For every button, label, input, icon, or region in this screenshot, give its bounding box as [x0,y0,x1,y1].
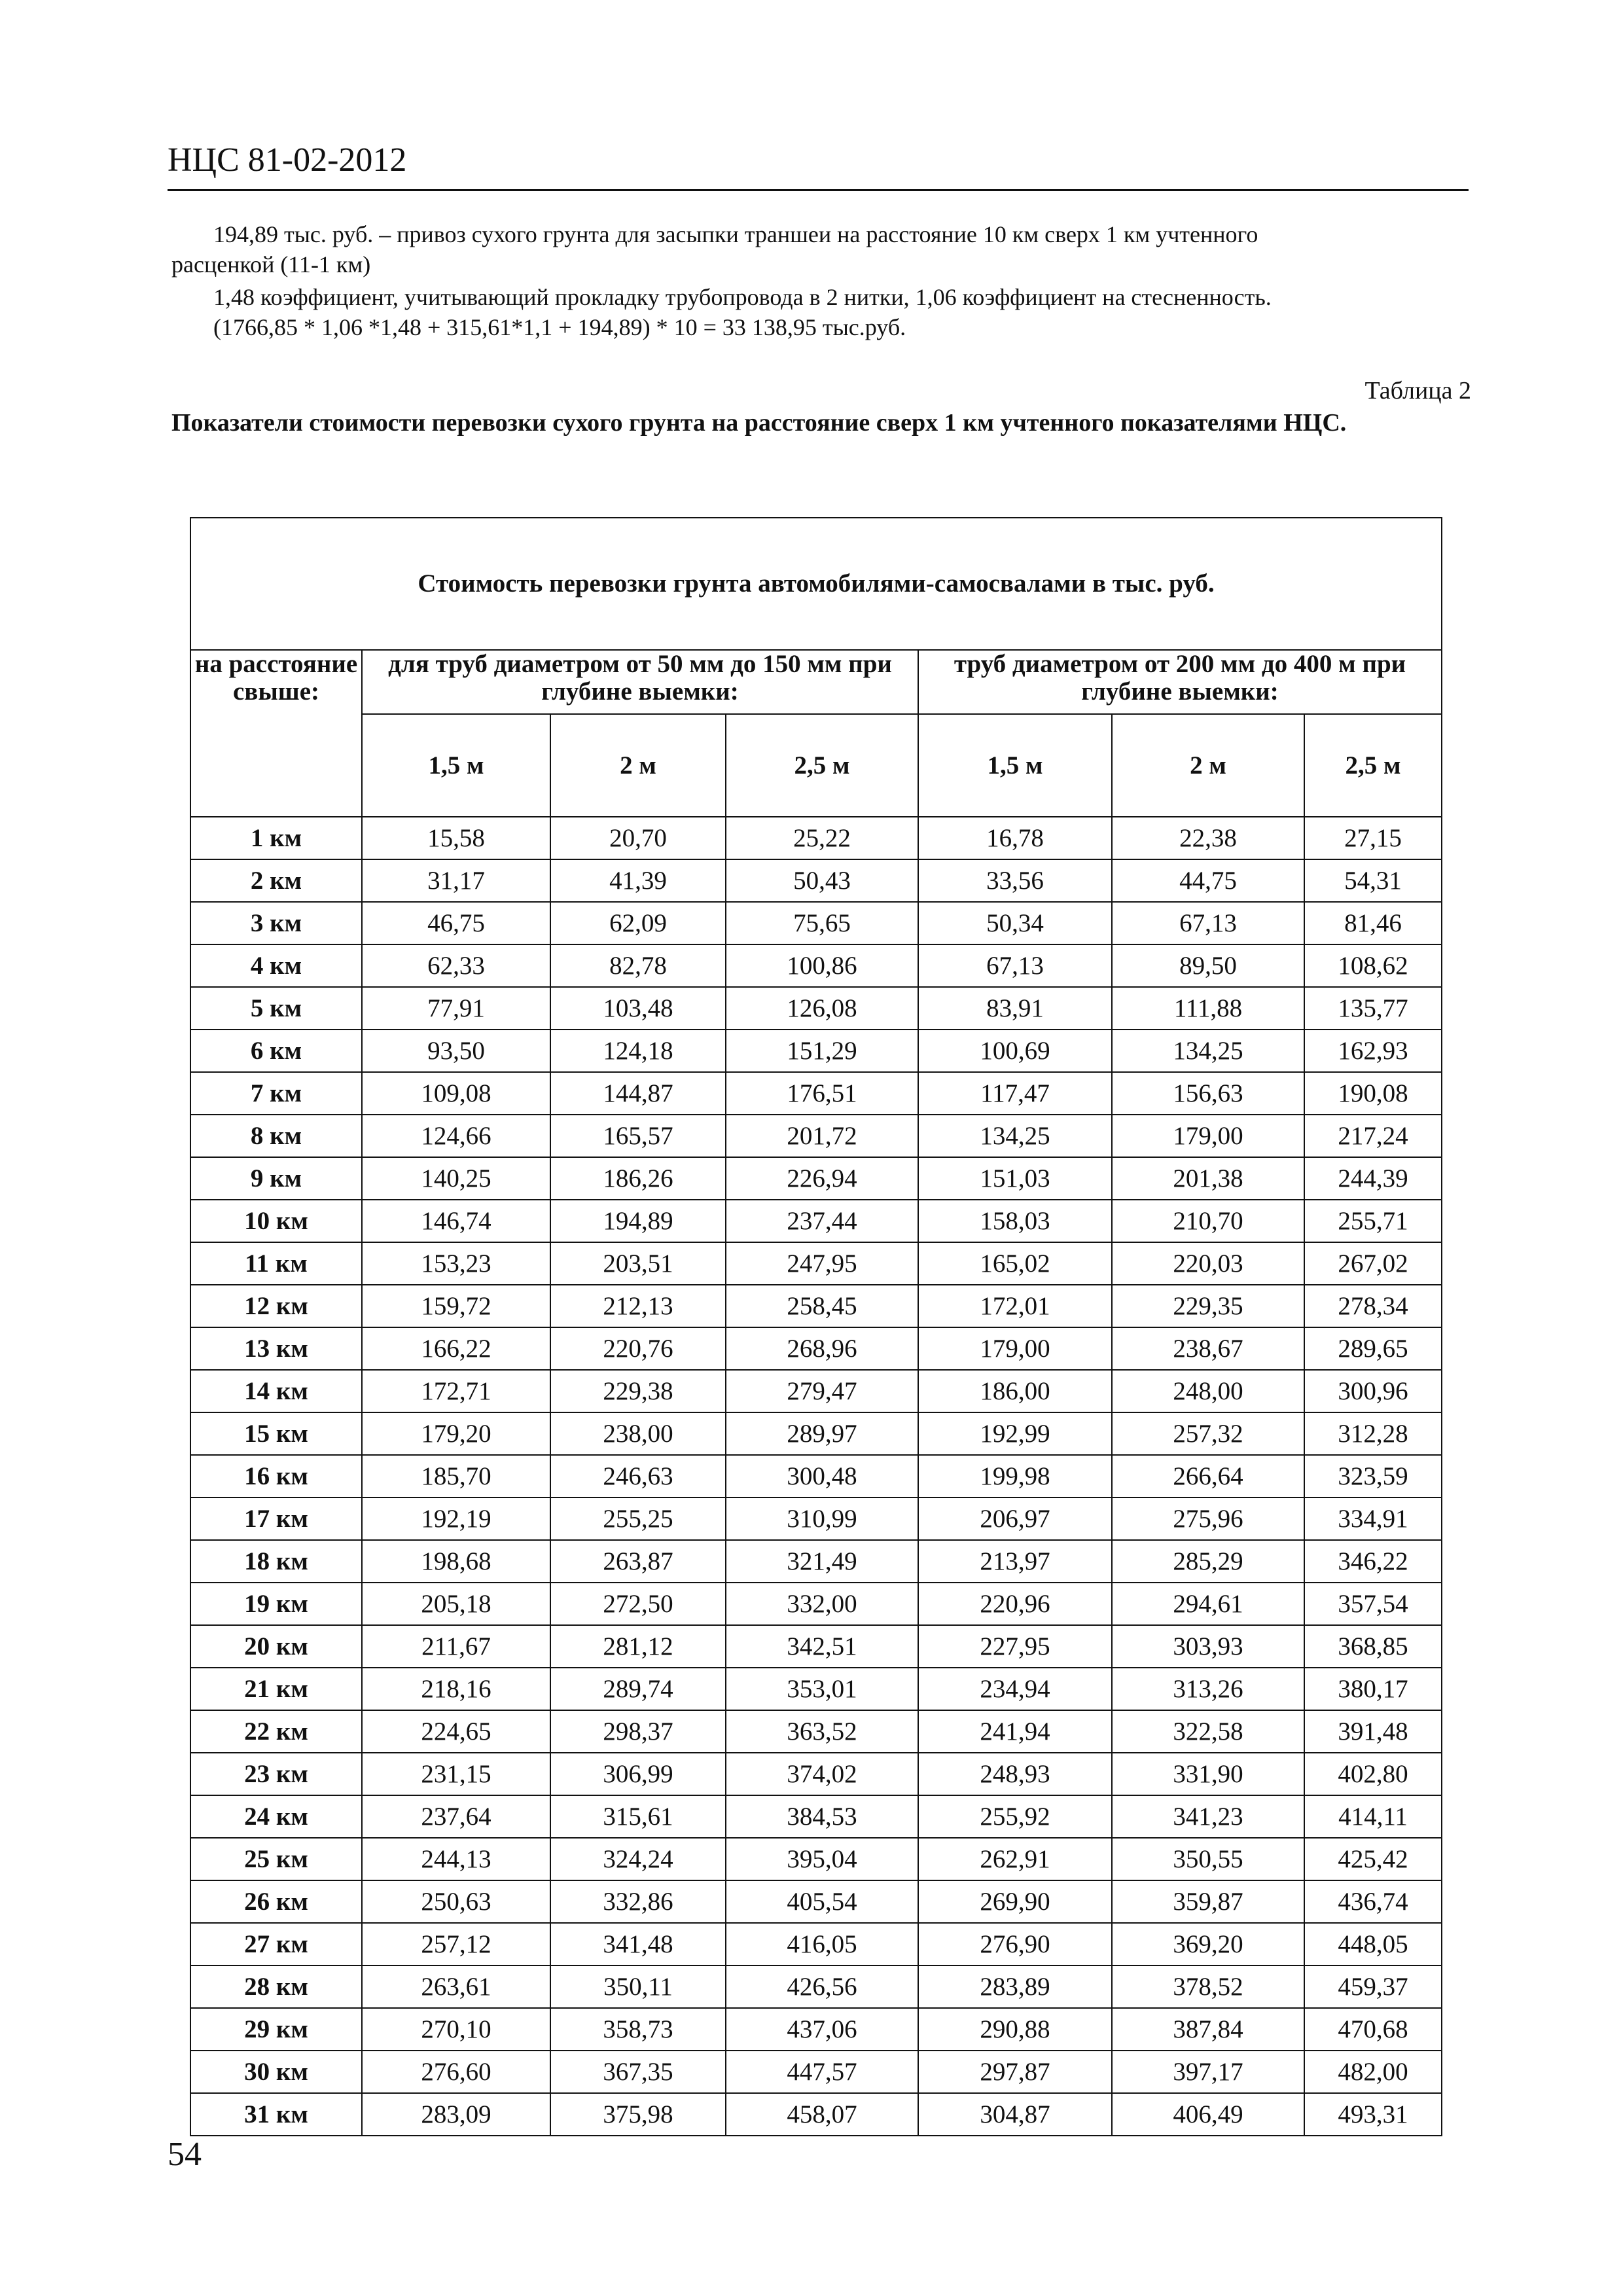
distance-cell: 17 км [190,1498,362,1540]
depth-header: 2 м [1112,714,1304,817]
cost-cell: 176,51 [726,1072,918,1115]
cost-cell: 206,97 [918,1498,1112,1540]
group2-header: труб диаметром от 200 мм до 400 м при глубине выемки: [918,650,1442,714]
cost-table [190,517,1442,2136]
cost-cell: 162,93 [1304,1030,1442,1072]
cost-cell: 227,95 [918,1625,1112,1668]
distance-cell: 22 км [190,1710,362,1753]
cost-cell: 285,29 [1112,1540,1304,1583]
row-header-cell: на расстояние свыше: [190,650,362,817]
distance-cell: 8 км [190,1115,362,1157]
distance-cell: 21 км [190,1668,362,1710]
cost-cell: 62,33 [362,944,550,987]
document-code: НЦС 81-02-2012 [168,141,407,179]
cost-cell: 220,03 [1112,1242,1304,1285]
cost-cell: 211,67 [362,1625,550,1668]
distance-cell: 31 км [190,2093,362,2136]
distance-cell: 29 км [190,2008,362,2051]
cost-cell: 406,49 [1112,2093,1304,2136]
cost-cell: 470,68 [1304,2008,1442,2051]
cost-cell: 46,75 [362,902,550,944]
cost-cell: 375,98 [550,2093,726,2136]
cost-cell: 255,25 [550,1498,726,1540]
cost-cell: 358,73 [550,2008,726,2051]
distance-cell: 6 км [190,1030,362,1072]
cost-cell: 276,60 [362,2051,550,2093]
distance-cell: 5 км [190,987,362,1030]
cost-cell: 224,65 [362,1710,550,1753]
cost-cell: 303,93 [1112,1625,1304,1668]
cost-cell: 50,34 [918,902,1112,944]
cost-cell: 156,63 [1112,1072,1304,1115]
table-row [190,2051,1442,2093]
cost-cell: 266,64 [1112,1455,1304,1498]
table-row [190,944,1442,987]
depth-header: 1,5 м [918,714,1112,817]
table-row [190,1072,1442,1115]
cost-cell: 100,69 [918,1030,1112,1072]
cost-cell: 20,70 [550,817,726,859]
table-row [190,1625,1442,1668]
cost-cell: 279,47 [726,1370,918,1412]
cost-cell: 179,20 [362,1412,550,1455]
cost-cell: 436,74 [1304,1880,1442,1923]
cost-cell: 201,38 [1112,1157,1304,1200]
cost-cell: 220,76 [550,1327,726,1370]
table-row [190,2008,1442,2051]
cost-cell: 220,96 [918,1583,1112,1625]
cost-cell: 290,88 [918,2008,1112,2051]
distance-cell: 12 км [190,1285,362,1327]
distance-cell: 24 км [190,1795,362,1838]
cost-cell: 50,43 [726,859,918,902]
cost-cell: 77,91 [362,987,550,1030]
cost-cell: 426,56 [726,1965,918,2008]
cost-cell: 310,99 [726,1498,918,1540]
distance-cell: 28 км [190,1965,362,2008]
table-row [190,1412,1442,1455]
cost-cell: 322,58 [1112,1710,1304,1753]
cost-cell: 255,71 [1304,1200,1442,1242]
cost-cell: 93,50 [362,1030,550,1072]
cost-cell: 341,48 [550,1923,726,1965]
cost-cell: 369,20 [1112,1923,1304,1965]
cost-cell: 103,48 [550,987,726,1030]
header-rule [168,189,1469,191]
cost-cell: 241,94 [918,1710,1112,1753]
cost-cell: 75,65 [726,902,918,944]
table-super-header: Стоимость перевозки грунта автомобилями-самосвалами в тыс. руб. [190,518,1442,650]
cost-cell: 244,13 [362,1838,550,1880]
cost-cell: 81,46 [1304,902,1442,944]
cost-cell: 100,86 [726,944,918,987]
cost-cell: 247,95 [726,1242,918,1285]
distance-cell: 23 км [190,1753,362,1795]
cost-cell: 289,97 [726,1412,918,1455]
table-row [190,1200,1442,1242]
cost-cell: 54,31 [1304,859,1442,902]
table-row [190,1753,1442,1795]
cost-cell: 140,25 [362,1157,550,1200]
cost-cell: 482,00 [1304,2051,1442,2093]
cost-cell: 109,08 [362,1072,550,1115]
table-row [190,1965,1442,2008]
cost-cell: 22,38 [1112,817,1304,859]
distance-cell: 9 км [190,1157,362,1200]
table-row [190,987,1442,1030]
cost-cell: 192,19 [362,1498,550,1540]
cost-cell: 205,18 [362,1583,550,1625]
depth-header: 1,5 м [362,714,550,817]
cost-cell: 165,02 [918,1242,1112,1285]
cost-cell: 294,61 [1112,1583,1304,1625]
cost-cell: 341,23 [1112,1795,1304,1838]
cost-cell: 190,08 [1304,1072,1442,1115]
cost-cell: 278,34 [1304,1285,1442,1327]
cost-cell: 186,26 [550,1157,726,1200]
cost-cell: 15,58 [362,817,550,859]
cost-cell: 378,52 [1112,1965,1304,2008]
cost-cell: 192,99 [918,1412,1112,1455]
distance-cell: 18 км [190,1540,362,1583]
cost-cell: 416,05 [726,1923,918,1965]
cost-cell: 172,01 [918,1285,1112,1327]
cost-cell: 135,77 [1304,987,1442,1030]
cost-cell: 151,29 [726,1030,918,1072]
cost-cell: 144,87 [550,1072,726,1115]
cost-cell: 283,89 [918,1965,1112,2008]
distance-cell: 4 км [190,944,362,987]
cost-cell: 459,37 [1304,1965,1442,2008]
page-number: 54 [168,2136,202,2173]
table-row [190,2093,1442,2136]
cost-cell: 458,07 [726,2093,918,2136]
cost-cell: 332,86 [550,1880,726,1923]
cost-cell: 229,38 [550,1370,726,1412]
cost-cell: 289,65 [1304,1327,1442,1370]
cost-cell: 67,13 [918,944,1112,987]
cost-cell: 124,18 [550,1030,726,1072]
cost-cell: 248,93 [918,1753,1112,1795]
intro-line-4: (1766,85 * 1,06 *1,48 + 315,61*1,1 + 194,89) * 10 = 33 138,95 тыс.руб. [213,314,906,340]
cost-cell: 324,24 [550,1838,726,1880]
cost-cell: 437,06 [726,2008,918,2051]
cost-cell: 391,48 [1304,1710,1442,1753]
table-row [190,1242,1442,1285]
cost-cell: 267,02 [1304,1242,1442,1285]
cost-cell: 146,74 [362,1200,550,1242]
cost-cell: 448,05 [1304,1923,1442,1965]
cost-cell: 357,54 [1304,1583,1442,1625]
cost-cell: 237,44 [726,1200,918,1242]
distance-cell: 14 км [190,1370,362,1412]
table-row [190,1285,1442,1327]
table-row [190,1327,1442,1370]
cost-cell: 414,11 [1304,1795,1442,1838]
cost-cell: 199,98 [918,1455,1112,1498]
cost-cell: 166,22 [362,1327,550,1370]
cost-cell: 248,00 [1112,1370,1304,1412]
table-row [190,1498,1442,1540]
intro-line-1: 194,89 тыс. руб. – привоз сухого грунта для засыпки траншеи на расстояние 10 км сверх 1 км учтенного [213,221,1258,247]
cost-cell: 203,51 [550,1242,726,1285]
cost-cell: 218,16 [362,1668,550,1710]
cost-cell: 226,94 [726,1157,918,1200]
cost-cell: 270,10 [362,2008,550,2051]
cost-cell: 332,00 [726,1583,918,1625]
cost-cell: 185,70 [362,1455,550,1498]
cost-cell: 300,96 [1304,1370,1442,1412]
cost-cell: 111,88 [1112,987,1304,1030]
distance-cell: 1 км [190,817,362,859]
cost-cell: 126,08 [726,987,918,1030]
table-row [190,1923,1442,1965]
cost-cell: 237,64 [362,1795,550,1838]
cost-cell: 289,74 [550,1668,726,1710]
cost-cell: 212,13 [550,1285,726,1327]
distance-cell: 3 км [190,902,362,944]
cost-cell: 179,00 [918,1327,1112,1370]
cost-cell: 194,89 [550,1200,726,1242]
cost-cell: 272,50 [550,1583,726,1625]
cost-cell: 269,90 [918,1880,1112,1923]
cost-cell: 172,71 [362,1370,550,1412]
cost-cell: 306,99 [550,1753,726,1795]
table-row [190,1157,1442,1200]
cost-cell: 405,54 [726,1880,918,1923]
cost-cell: 44,75 [1112,859,1304,902]
table-title: Показатели стоимости перевозки сухого грунта на расстояние сверх 1 км учтенного показателями НЦС. [171,409,1347,437]
cost-cell: 321,49 [726,1540,918,1583]
distance-cell: 27 км [190,1923,362,1965]
distance-cell: 20 км [190,1625,362,1668]
table-row [190,1583,1442,1625]
distance-cell: 19 км [190,1583,362,1625]
cost-cell: 297,87 [918,2051,1112,2093]
cost-cell: 359,87 [1112,1880,1304,1923]
distance-cell: 15 км [190,1412,362,1455]
cost-cell: 283,09 [362,2093,550,2136]
distance-cell: 13 км [190,1327,362,1370]
table-row [190,1795,1442,1838]
cost-cell: 276,90 [918,1923,1112,1965]
cost-cell: 257,12 [362,1923,550,1965]
cost-cell: 117,47 [918,1072,1112,1115]
table-row [190,859,1442,902]
cost-cell: 165,57 [550,1115,726,1157]
cost-cell: 298,37 [550,1710,726,1753]
distance-cell: 7 км [190,1072,362,1115]
table-caption: Таблица 2 [1364,377,1471,404]
cost-cell: 331,90 [1112,1753,1304,1795]
cost-cell: 31,17 [362,859,550,902]
table-row [190,1710,1442,1753]
cost-cell: 262,91 [918,1838,1112,1880]
cost-cell: 350,55 [1112,1838,1304,1880]
table-row [190,1838,1442,1880]
cost-cell: 263,87 [550,1540,726,1583]
intro-line-2: расценкой (11-1 км) [171,251,371,278]
cost-cell: 234,94 [918,1668,1112,1710]
cost-cell: 323,59 [1304,1455,1442,1498]
cost-cell: 374,02 [726,1753,918,1795]
cost-cell: 210,70 [1112,1200,1304,1242]
cost-cell: 89,50 [1112,944,1304,987]
cost-cell: 425,42 [1304,1838,1442,1880]
cost-cell: 268,96 [726,1327,918,1370]
table-row [190,1115,1442,1157]
cost-cell: 300,48 [726,1455,918,1498]
cost-cell: 255,92 [918,1795,1112,1838]
depth-header: 2 м [550,714,726,817]
cost-cell: 258,45 [726,1285,918,1327]
intro-line-3: 1,48 коэффициент, учитывающий прокладку трубопровода в 2 нитки, 1,06 коэффициент на стесненность. [213,284,1272,310]
cost-cell: 151,03 [918,1157,1112,1200]
cost-cell: 134,25 [918,1115,1112,1157]
cost-cell: 387,84 [1112,2008,1304,2051]
distance-cell: 10 км [190,1200,362,1242]
cost-cell: 368,85 [1304,1625,1442,1668]
cost-cell: 108,62 [1304,944,1442,987]
cost-cell: 363,52 [726,1710,918,1753]
cost-cell: 384,53 [726,1795,918,1838]
cost-cell: 62,09 [550,902,726,944]
cost-cell: 263,61 [362,1965,550,2008]
cost-cell: 447,57 [726,2051,918,2093]
cost-cell: 179,00 [1112,1115,1304,1157]
cost-cell: 158,03 [918,1200,1112,1242]
cost-cell: 27,15 [1304,817,1442,859]
cost-cell: 281,12 [550,1625,726,1668]
cost-cell: 25,22 [726,817,918,859]
depth-header: 2,5 м [726,714,918,817]
cost-cell: 313,26 [1112,1668,1304,1710]
cost-cell: 83,91 [918,987,1112,1030]
cost-cell: 238,67 [1112,1327,1304,1370]
cost-cell: 493,31 [1304,2093,1442,2136]
cost-cell: 342,51 [726,1625,918,1668]
table-row [190,817,1442,859]
cost-cell: 33,56 [918,859,1112,902]
table-row [190,1880,1442,1923]
table-row [190,1455,1442,1498]
table-row [190,902,1442,944]
group1-header: для труб диаметром от 50 мм до 150 мм при глубине выемки: [362,650,918,714]
cost-cell: 275,96 [1112,1498,1304,1540]
distance-cell: 26 км [190,1880,362,1923]
distance-cell: 30 км [190,2051,362,2093]
table-row [190,1540,1442,1583]
cost-cell: 402,80 [1304,1753,1442,1795]
cost-cell: 246,63 [550,1455,726,1498]
cost-cell: 82,78 [550,944,726,987]
cost-cell: 380,17 [1304,1668,1442,1710]
cost-cell: 201,72 [726,1115,918,1157]
cost-cell: 213,97 [918,1540,1112,1583]
cost-cell: 67,13 [1112,902,1304,944]
cost-cell: 238,00 [550,1412,726,1455]
table-row [190,1668,1442,1710]
cost-cell: 16,78 [918,817,1112,859]
cost-cell: 315,61 [550,1795,726,1838]
cost-cell: 229,35 [1112,1285,1304,1327]
cost-cell: 353,01 [726,1668,918,1710]
cost-cell: 134,25 [1112,1030,1304,1072]
table-row [190,1370,1442,1412]
distance-cell: 16 км [190,1455,362,1498]
distance-cell: 25 км [190,1838,362,1880]
depth-header: 2,5 м [1304,714,1442,817]
cost-cell: 395,04 [726,1838,918,1880]
cost-cell: 250,63 [362,1880,550,1923]
cost-cell: 257,32 [1112,1412,1304,1455]
cost-cell: 153,23 [362,1242,550,1285]
cost-cell: 304,87 [918,2093,1112,2136]
cost-cell: 244,39 [1304,1157,1442,1200]
cost-cell: 217,24 [1304,1115,1442,1157]
cost-cell: 397,17 [1112,2051,1304,2093]
cost-cell: 41,39 [550,859,726,902]
cost-cell: 231,15 [362,1753,550,1795]
cost-cell: 198,68 [362,1540,550,1583]
cost-cell: 367,35 [550,2051,726,2093]
cost-cell: 186,00 [918,1370,1112,1412]
table-row [190,1030,1442,1072]
cost-cell: 159,72 [362,1285,550,1327]
cost-cell: 350,11 [550,1965,726,2008]
cost-cell: 312,28 [1304,1412,1442,1455]
distance-cell: 11 км [190,1242,362,1285]
distance-cell: 2 км [190,859,362,902]
cost-cell: 346,22 [1304,1540,1442,1583]
cost-cell: 124,66 [362,1115,550,1157]
cost-cell: 334,91 [1304,1498,1442,1540]
